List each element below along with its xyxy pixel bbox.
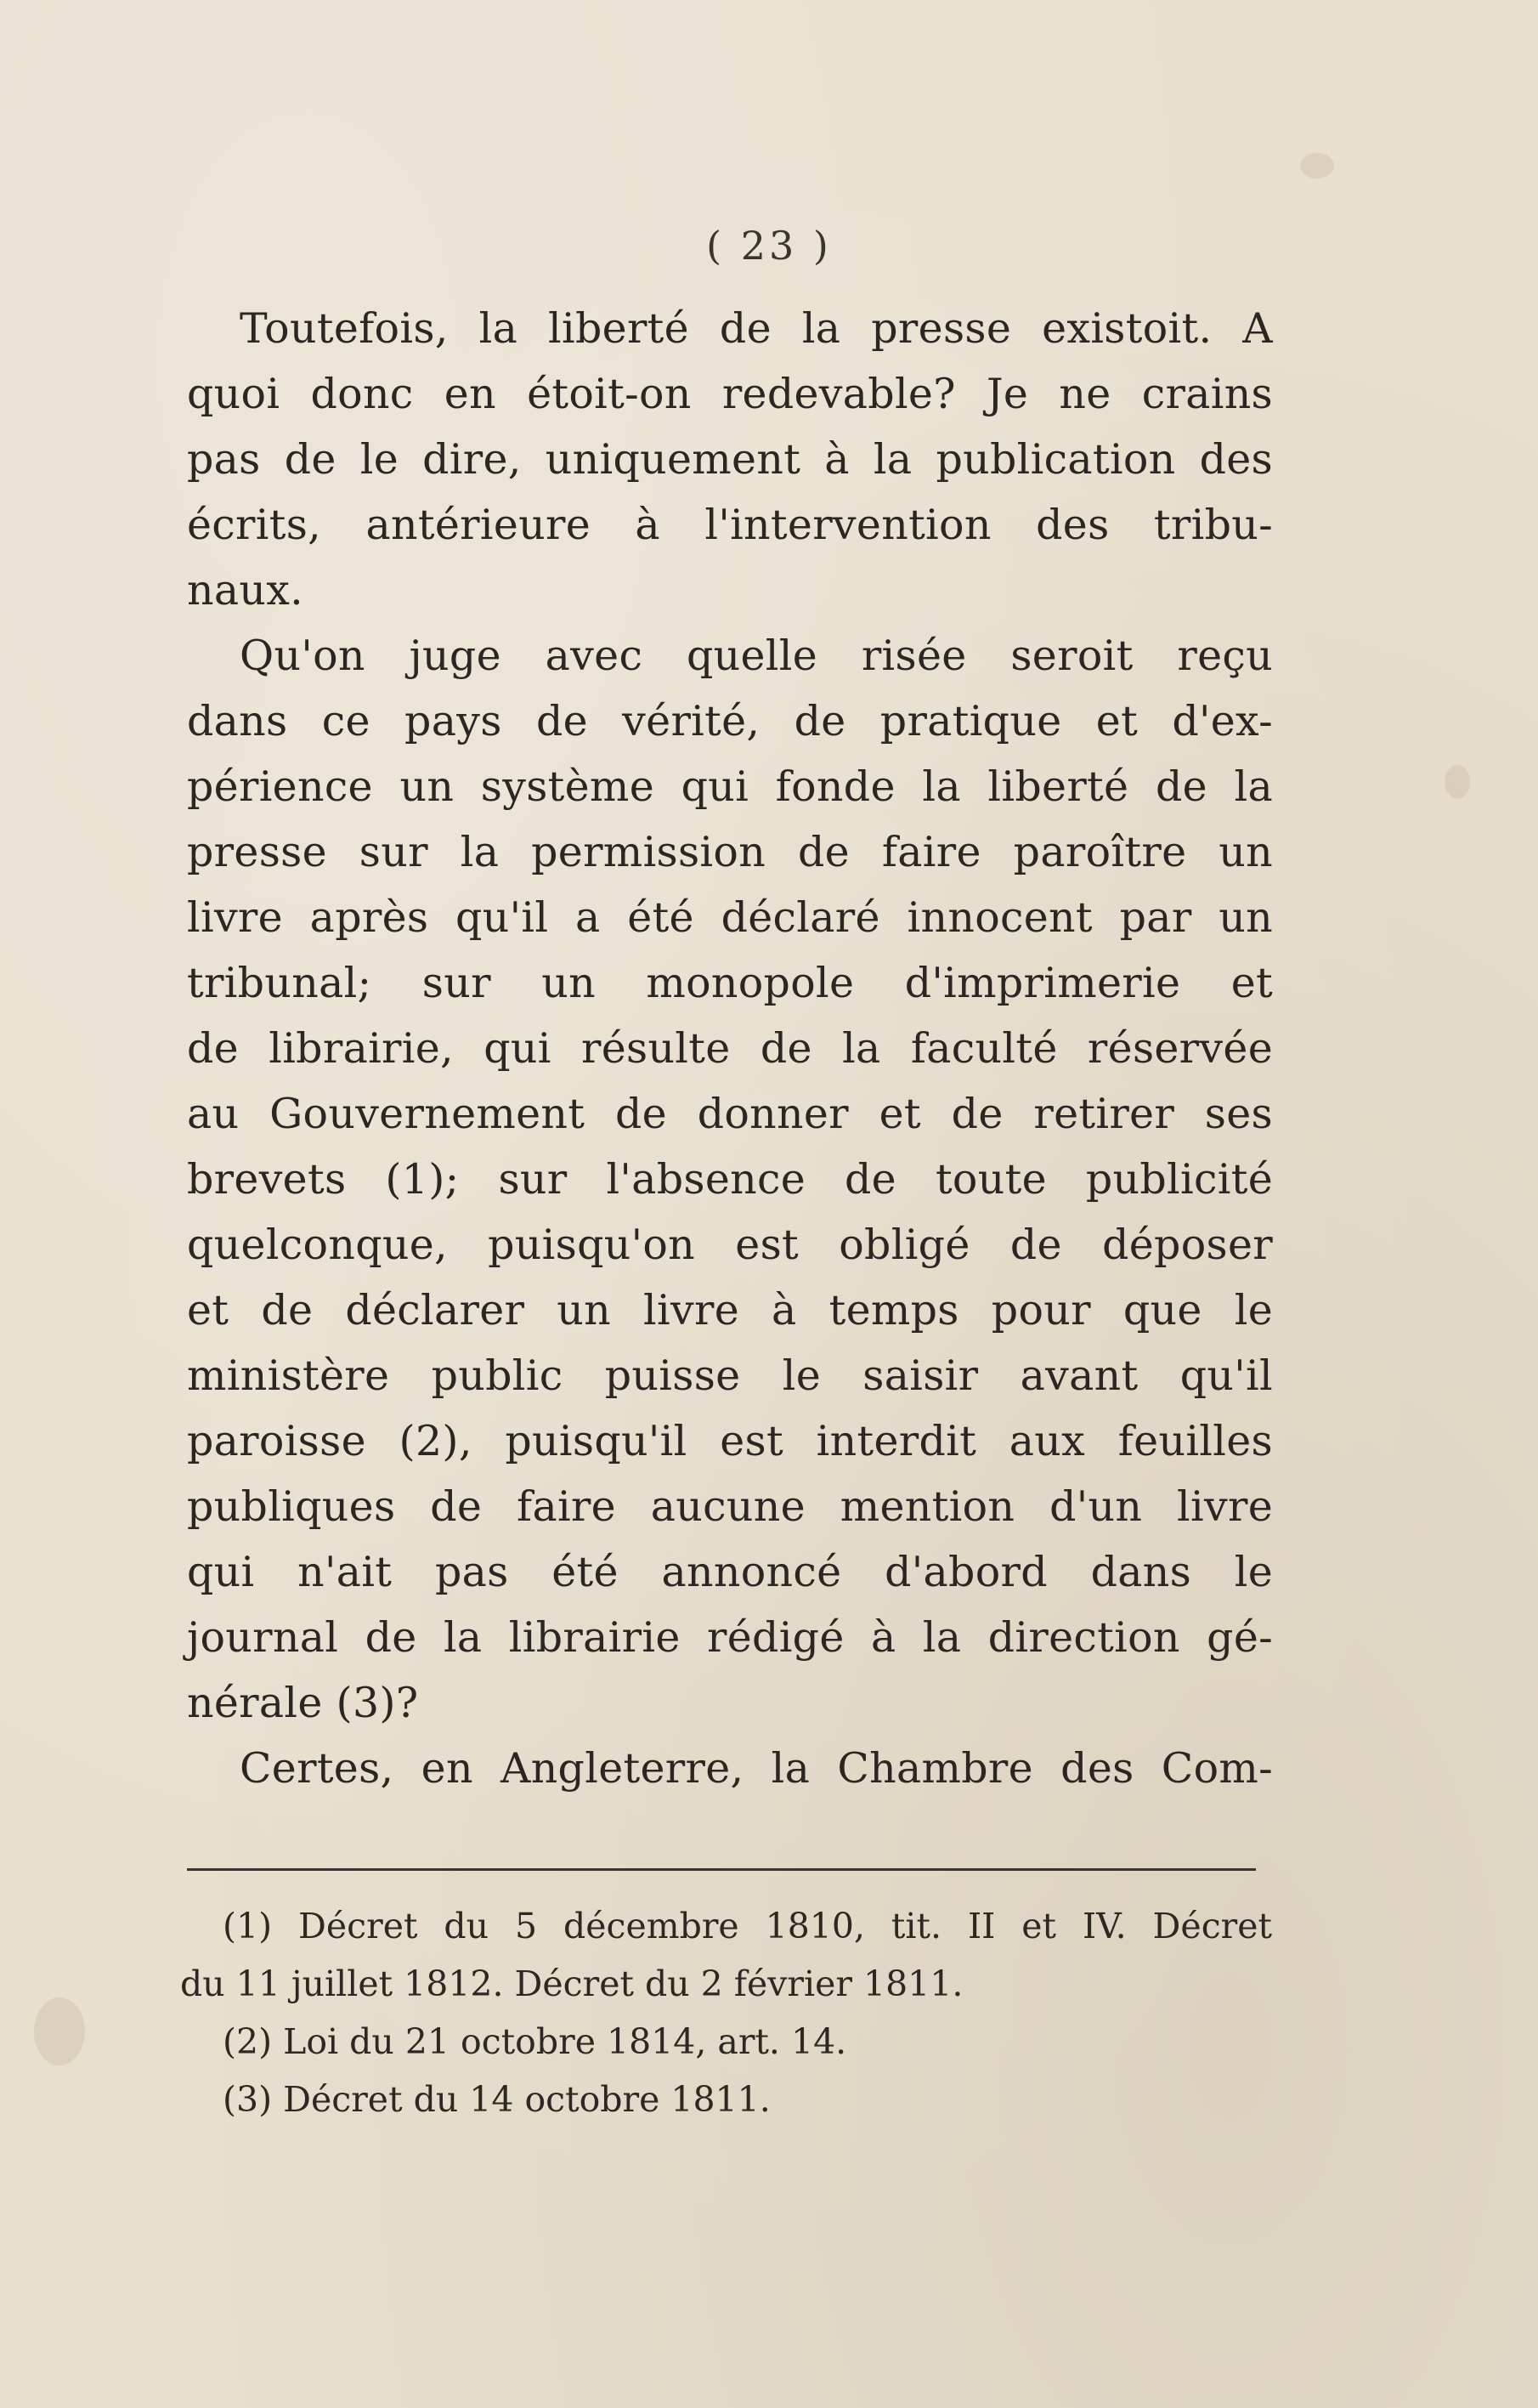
footnote-divider [187, 1868, 1256, 1871]
text-line: au Gouvernement de donner et de retirer ses [187, 1090, 1273, 1138]
text-line: naux. [187, 566, 304, 615]
footnotes [180, 1897, 1272, 2128]
paper-stain [1300, 153, 1334, 178]
text-line: pas de le dire, uniquement à la publication des [187, 435, 1273, 484]
text-line: presse sur la permission de faire paroître un [187, 828, 1273, 876]
text-line: écrits, antérieure à l'intervention des tribu- [187, 501, 1273, 549]
text-line: quoi donc en étoit-on redevable? Je ne crains [187, 370, 1273, 418]
text-line: de librairie, qui résulte de la faculté réservée [187, 1024, 1273, 1073]
body-text [187, 296, 1273, 1801]
text-line: brevets (1); sur l'absence de toute publicité [187, 1155, 1273, 1204]
footnote-line: (1) Décret du 5 décembre 1810, tit. II et IV. Décret [223, 1906, 1272, 1946]
footnote-line: (2) Loi du 21 octobre 1814, art. 14. [223, 2021, 847, 2062]
text-line: tribunal; sur un monopole d'imprimerie et [187, 959, 1273, 1007]
text-line: et de déclarer un livre à temps pour que le [187, 1286, 1273, 1334]
text-line: Toutefois, la liberté de la presse existoit. A [240, 304, 1273, 353]
text-line: paroisse (2), puisqu'il est interdit aux feuilles [187, 1417, 1273, 1465]
text-line: livre après qu'il a été déclaré innocent par un [187, 893, 1273, 942]
text-line: ministère public puisse le saisir avant qu'il [187, 1351, 1273, 1400]
footnote-line: (3) Décret du 14 octobre 1811. [223, 2079, 771, 2120]
page-number: ( 23 ) [706, 223, 832, 269]
paper-stain [1445, 765, 1470, 799]
text-line: Qu'on juge avec quelle risée seroit reçu [240, 632, 1273, 680]
text-line: dans ce pays de vérité, de pratique et d'ex- [187, 697, 1273, 745]
text-line: qui n'ait pas été annoncé d'abord dans le [187, 1548, 1273, 1596]
text-line: quelconque, puisqu'on est obligé de déposer [187, 1221, 1273, 1269]
text-line: Certes, en Angleterre, la Chambre des Com- [240, 1744, 1273, 1793]
footnote-line: du 11 juillet 1812. Décret du 2 février 1811. [180, 1963, 964, 2004]
text-line: journal de la librairie rédigé à la direction gé- [187, 1613, 1273, 1662]
text-line: périence un système qui fonde la liberté de la [187, 762, 1273, 811]
text-line: publiques de faire aucune mention d'un livre [187, 1482, 1273, 1531]
text-line: nérale (3)? [187, 1679, 419, 1727]
paper-stain [34, 1997, 85, 2065]
